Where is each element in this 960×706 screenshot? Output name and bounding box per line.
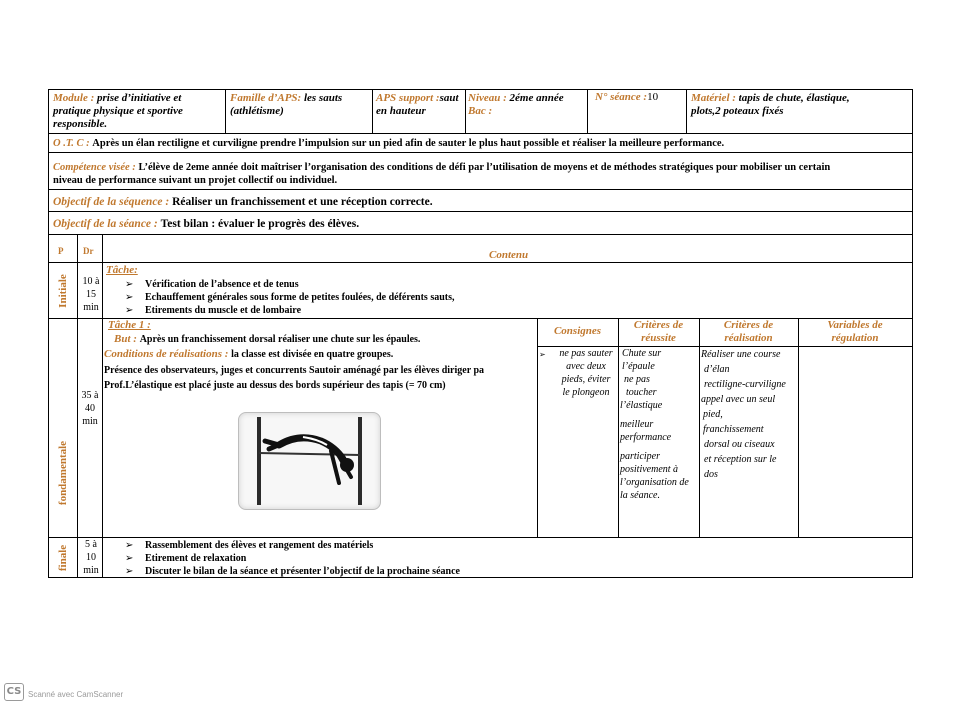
module-value: prise d’initiative et bbox=[97, 92, 182, 104]
criteres-realisation-header: Critères de réalisation bbox=[723, 319, 774, 344]
conditions-label: Conditions de réalisations : bbox=[104, 348, 229, 360]
aps-value: saut bbox=[439, 92, 459, 104]
module-label: Module : bbox=[53, 92, 95, 104]
famille-cell bbox=[230, 92, 342, 105]
criteres-reussite-header: Critères de réussite bbox=[633, 319, 684, 344]
famille-value-line-2: (athlétisme) bbox=[230, 105, 284, 117]
prof-line: Prof.L’élastique est placé juste au dessus des bords supérieur des tapis (= 70 cm) bbox=[104, 380, 446, 391]
initiale-item-3: Etirements du muscle et de lombaire bbox=[145, 305, 302, 316]
bullet-icon: ➢ bbox=[125, 566, 134, 577]
famille-label: Famille d’APS: bbox=[230, 92, 302, 104]
task-1-label: Tâche 1 : bbox=[108, 319, 151, 331]
objectif-sequence-text: Réaliser un franchissement et une réception correcte. bbox=[172, 196, 433, 208]
otc-label: O .T. C : bbox=[53, 138, 90, 149]
initiale-duration: 10 à 15 min bbox=[82, 276, 100, 313]
phase-fondamentale: fondamentale bbox=[57, 440, 69, 506]
phase-finale: finale bbox=[57, 544, 69, 572]
materiel-value: tapis de chute, élastique, bbox=[738, 92, 850, 104]
aps-label: APS support : bbox=[376, 92, 440, 104]
objectif-seance-row bbox=[53, 218, 359, 231]
initiale-item-2: Echauffement générales sous forme de petites foulées, de déférents sauts, bbox=[145, 292, 455, 303]
competence-text-line-2: niveau de performance suivant un projet collectif ou individuel. bbox=[53, 175, 338, 186]
criteres-realisation-list: Réaliser une course d’élan rectiligne-curviligne appel avec un seul pied, franchissement dorsal ou ciseaux et réception sur le dos bbox=[701, 349, 786, 480]
high-jump-illustration bbox=[238, 412, 381, 510]
objectif-seance-text: Test bilan : évaluer le progrès des élèves. bbox=[160, 218, 360, 230]
competence-label: Compétence visée : bbox=[53, 162, 136, 173]
bullet-icon: ➢ bbox=[125, 279, 134, 290]
bullet-icon: ➢ bbox=[125, 292, 134, 303]
bac-label: Bac : bbox=[468, 105, 493, 117]
module-cell bbox=[53, 92, 181, 105]
materiel-cell bbox=[691, 92, 850, 105]
fondamentale-duration: 35 à 40 min bbox=[81, 390, 99, 427]
seance-label: N° séance : bbox=[595, 91, 648, 103]
scanner-watermark: Scanné avec CamScanner bbox=[28, 690, 124, 699]
objectif-sequence-label: Objectif de la séquence : bbox=[53, 196, 170, 208]
phase-initiale: Initiale bbox=[57, 274, 69, 308]
module-value-line-2: pratique physique et sportive bbox=[53, 105, 183, 117]
variables-header: Variables de régulation bbox=[827, 319, 883, 344]
presence-line: Présence des observateurs, juges et concurrents Sautoir aménagé par les élèves diriger pa bbox=[104, 365, 485, 376]
initiale-task-label: Tâche: bbox=[106, 264, 138, 276]
materiel-value-line-2: plots,2 poteaux fixés bbox=[691, 105, 784, 117]
camscanner-logo: CS bbox=[4, 683, 24, 701]
objectif-seance-label: Objectif de la séance : bbox=[53, 218, 158, 230]
otc-text: Après un élan rectiligne et curviligne prendre l’impulsion sur un pied afin de sauter le plus haut possible et réaliser la meilleure performance. bbox=[92, 138, 725, 149]
bullet-icon: ➢ bbox=[125, 305, 134, 316]
finale-item-1: Rassemblement des élèves et rangement des matériels bbox=[145, 540, 374, 551]
competence-row bbox=[53, 161, 830, 174]
objectif-sequence-row bbox=[53, 196, 433, 209]
seance-value: 10 bbox=[647, 91, 659, 103]
niveau-cell bbox=[468, 92, 564, 105]
famille-value: les sauts bbox=[303, 92, 343, 104]
competence-text: L’élève de 2eme année doit maîtriser l’organisation des conditions de défi par l’utilisation de moyens et de méthodes stratégiques pour mobiliser un certain bbox=[138, 162, 831, 173]
seance-cell bbox=[595, 91, 658, 104]
conditions-text: la classe est divisée en quatre groupes. bbox=[231, 349, 394, 360]
niveau-value: 2éme année bbox=[509, 92, 564, 104]
bullet-icon: ➢ bbox=[125, 553, 134, 564]
bullet-icon: ➢ bbox=[125, 540, 134, 551]
finale-duration: 5 à 10 min bbox=[83, 539, 99, 576]
materiel-label: Matériel : bbox=[691, 92, 736, 104]
finale-item-2: Etirement de relaxation bbox=[145, 553, 247, 564]
high-jump-athlete-icon bbox=[239, 413, 380, 509]
aps-value-line-2: en hauteur bbox=[376, 105, 426, 117]
otc-row bbox=[53, 137, 724, 150]
but-row bbox=[114, 333, 420, 346]
column-contenu: Contenu bbox=[489, 249, 529, 261]
module-value-line-3: responsible. bbox=[53, 118, 108, 130]
column-p: P bbox=[58, 246, 64, 256]
criteres-reussite-list: Chute sur l’épaule ne pas toucher l’élastique meilleur performance participer positivement à l’organisation de la séance. bbox=[620, 348, 689, 501]
bullet-icon: ➢ bbox=[539, 350, 546, 359]
column-dr: Dr bbox=[83, 246, 94, 256]
but-text: Après un franchissement dorsal réaliser une chute sur les épaules. bbox=[139, 334, 421, 345]
but-label: But : bbox=[114, 333, 137, 345]
initiale-item-1: Vérification de l’absence et de tenus bbox=[145, 279, 299, 290]
consignes-header: Consignes bbox=[553, 325, 602, 337]
niveau-label: Niveau : bbox=[468, 92, 507, 104]
aps-cell bbox=[376, 92, 459, 105]
consignes-list: ne pas sauter avec deux pieds, éviter le plongeon bbox=[559, 348, 613, 398]
finale-item-3: Discuter le bilan de la séance et présenter l’objectif de la prochaine séance bbox=[145, 566, 460, 577]
conditions-row bbox=[104, 348, 393, 361]
